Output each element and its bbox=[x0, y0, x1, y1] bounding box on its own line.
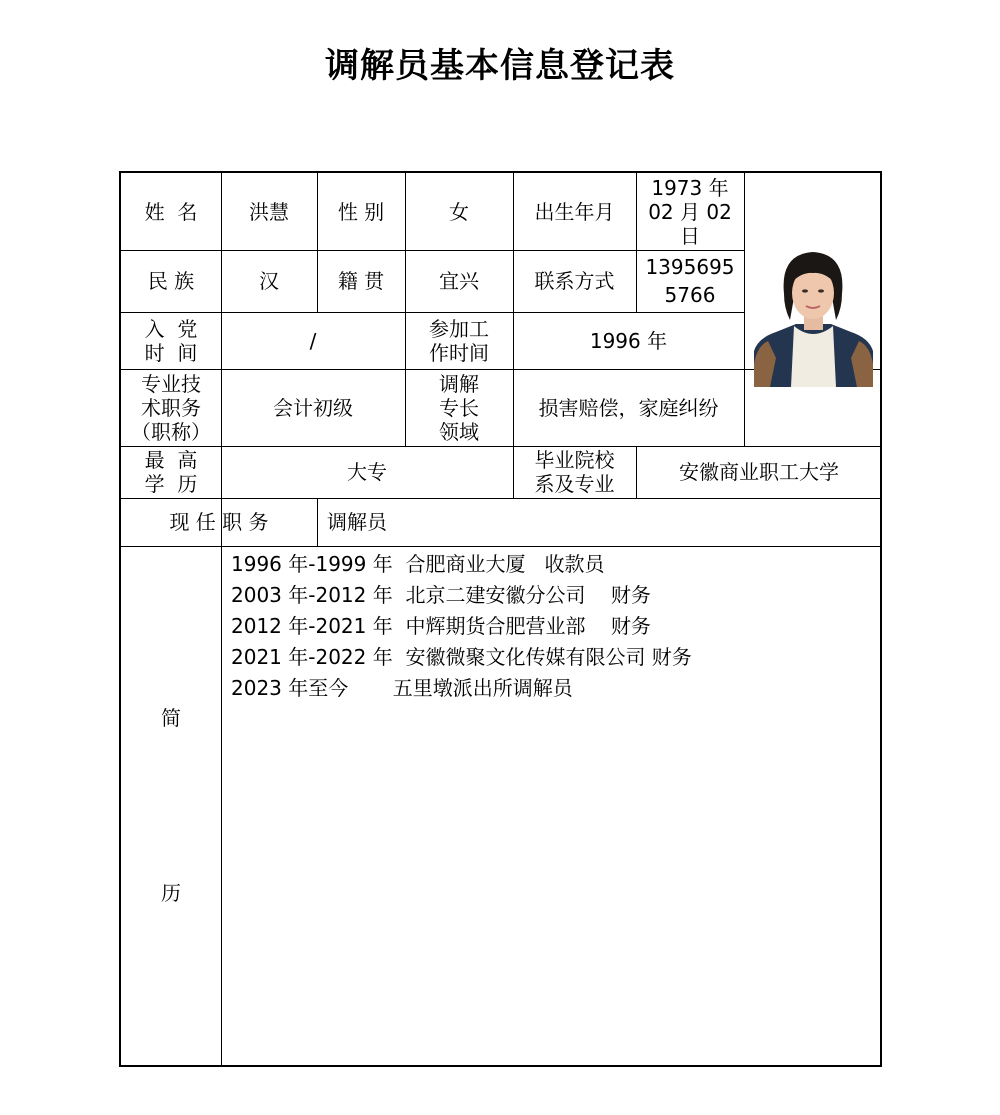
portrait-image bbox=[754, 246, 873, 387]
work-date-label-2: 作时间 bbox=[429, 340, 489, 365]
title-label-1: 专业技 bbox=[141, 371, 201, 396]
title-label-3: （职称） bbox=[131, 419, 211, 444]
contact-line-1: 1395695 bbox=[645, 255, 735, 279]
party-date-label-2: 时 间 bbox=[144, 340, 198, 365]
resume-label-1: 简 bbox=[161, 706, 181, 730]
specialty-label-3: 领域 bbox=[439, 419, 479, 444]
resume-entry: 2023 年至今 五里墩派出所调解员 bbox=[231, 676, 573, 700]
form-title: 调解员基本信息登记表 bbox=[325, 46, 675, 86]
school-label-1: 毕业院校 bbox=[534, 448, 615, 472]
position-label: 现 任 职 务 bbox=[169, 510, 269, 534]
work-date-value: 1996 年 bbox=[589, 328, 668, 353]
contact-label: 联系方式 bbox=[534, 269, 615, 293]
education-label bbox=[121, 446, 221, 498]
specialty-label bbox=[405, 369, 513, 446]
name-label: 姓 名 bbox=[144, 199, 198, 224]
resume-list bbox=[231, 549, 692, 704]
education-value: 大专 bbox=[347, 460, 387, 484]
title-label bbox=[121, 369, 221, 446]
gender-label: 性 别 bbox=[337, 199, 385, 224]
contact-value bbox=[636, 250, 744, 312]
party-date-label bbox=[121, 312, 221, 369]
education-label-1: 最 高 bbox=[144, 448, 198, 472]
gender-value: 女 bbox=[449, 199, 469, 224]
title-value: 会计初级 bbox=[273, 395, 353, 420]
birth-label: 出生年月 bbox=[534, 199, 615, 224]
resume-entry: 2012 年-2021 年 中辉期货合肥营业部 财务 bbox=[231, 614, 651, 638]
resume-entry: 2003 年-2012 年 北京二建安徽分公司 财务 bbox=[231, 583, 651, 607]
school-value: 安徽商业职工大学 bbox=[679, 460, 839, 484]
birth-value bbox=[636, 173, 744, 250]
resume-entry: 1996 年-1999 年 合肥商业大厦 收款员 bbox=[231, 552, 605, 576]
specialty-label-1: 调解 bbox=[439, 371, 479, 396]
work-date-label bbox=[405, 312, 513, 369]
work-date-label-1: 参加工 bbox=[429, 316, 489, 341]
id-photo bbox=[754, 246, 873, 387]
party-date-value: / bbox=[309, 328, 317, 353]
birth-month-day: 02 月 02 bbox=[648, 199, 732, 224]
party-date-label-1: 入 党 bbox=[144, 316, 198, 341]
education-label-2: 学 历 bbox=[144, 472, 198, 496]
birth-day-suffix: 日 bbox=[680, 223, 700, 248]
birth-year: 1973 年 bbox=[651, 175, 729, 200]
contact-line-2: 5766 bbox=[664, 283, 716, 307]
ethnicity-label: 民 族 bbox=[147, 269, 195, 293]
specialty-label-2: 专长 bbox=[439, 395, 479, 420]
registration-form bbox=[119, 171, 882, 1067]
title-label-2: 术职务 bbox=[141, 395, 201, 420]
resume-entry: 2021 年-2022 年 安徽微聚文化传媒有限公司 财务 bbox=[231, 645, 692, 669]
school-label bbox=[513, 446, 636, 498]
school-label-2: 系及专业 bbox=[534, 472, 615, 496]
ethnicity-value: 汉 bbox=[259, 269, 279, 293]
position-value: 调解员 bbox=[327, 510, 387, 534]
native-place-value: 宜兴 bbox=[439, 269, 479, 293]
native-place-label: 籍 贯 bbox=[337, 269, 385, 293]
specialty-value: 损害赔偿，家庭纠纷 bbox=[538, 395, 719, 420]
name-value: 洪慧 bbox=[249, 199, 289, 224]
resume-label-2: 历 bbox=[161, 881, 181, 905]
